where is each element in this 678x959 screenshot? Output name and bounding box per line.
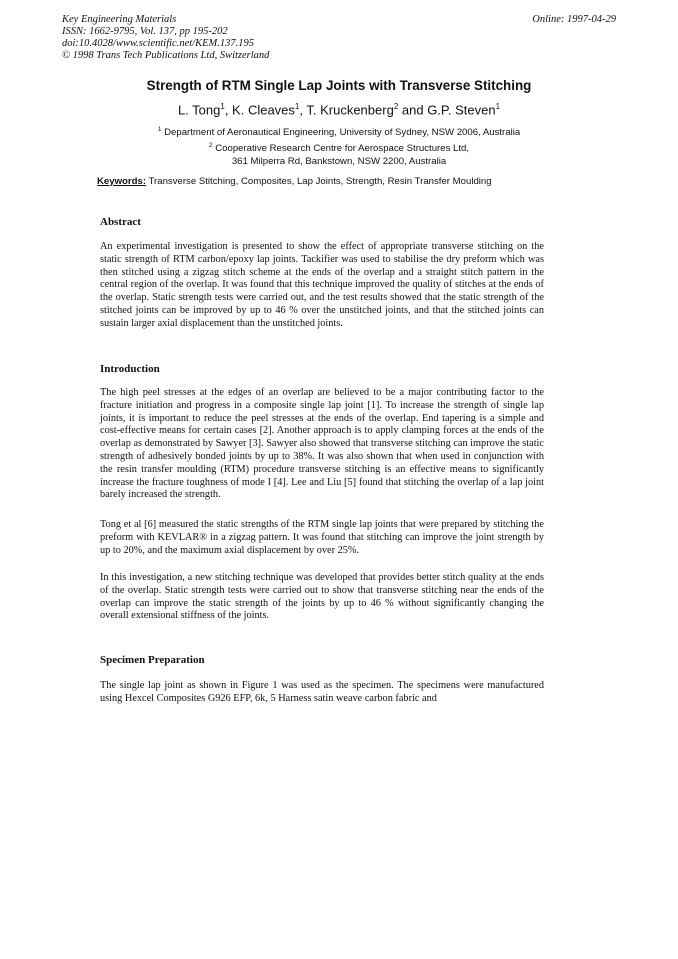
- affiliation-mark: 2: [208, 142, 213, 149]
- keywords-label: Keywords:: [97, 176, 147, 187]
- doi-line: doi:10.4028/www.scientific.net/KEM.137.195: [62, 38, 254, 49]
- copyright-line: © 1998 Trans Tech Publications Ltd, Switzerland: [62, 50, 270, 61]
- introduction-paragraph-3: In this investigation, a new stitching technique was developed that provides better stitch quality at the ends of the overlap. Static strength tests were carried out to show that transverse stitching near the ends of the overlap can improve the static strength of the joints by up to 46 % without significantly changing the overall extensional stiffness of the joints.: [100, 572, 544, 622]
- abstract-text: An experimental investigation is presented to show the effect of appropriate transverse stitching on the static strength of RTM carbon/epoxy lap joints. Tackifier was used to stabilise the dry preform which was then stitched using a zigzag stitch scheme at the ends of the overlap and a straight stitch pattern in the central region of the overlap. It was found that this technique improved the quality of stitches at the ends of the overlap. Static strength tests were carried out, and the test results showed that the static strength of the stitched joints can be improved by up to 46 % over the unstitched joints, and that the stitched joints can sustain larger axial displacement than the unstitched joints.: [100, 241, 544, 329]
- introduction-paragraph-1: The high peel stresses at the edges of an overlap are believed to be a major contributing factor to the fracture initiation and progress in a composite single lap joint [1]. To increase the strength of single lap joints, it is important to reduce the peel stresses at the ends of the overlap. End tapering is a simple and cost-effective means for certain cases [2]. Another approach is to apply clamping forces at the ends of the overlap as demonstrated by Sawyer [3]. Sawyer also showed that transverse stitching can improve the static strength of adhesively bonded joints by up to 38%. It was also shown that when used in conjunction with the resin transfer moulding (RTM) procedure transverse stitching is an effective means to significantly increase the fracture toughness of mode I [4]. Lee and Liu [5] found that stitching the overlap of a lap joint barely increased the strength.: [100, 387, 544, 501]
- specimen-paragraph-1: The single lap joint as shown in Figure 1 was used as the specimen. The specimens were manufactured using Hexcel Composites G926 EFP, 6k, 5 Harness satin weave carbon fabric and: [100, 680, 544, 704]
- author-affiliation-mark: 1: [220, 102, 225, 111]
- introduction-paragraph-2: Tong et al [6] measured the static strengths of the RTM single lap joints that were prepared by stitching the preform with KEVLAR® in a zigzag pattern. It was found that stitching can improve the joint strength by up to 20%, and the maximum axial displacement by over 25%.: [100, 519, 544, 556]
- issn-line: ISSN: 1662-9795, Vol. 137, pp 195-202: [62, 26, 228, 37]
- author-name: L. Tong: [177, 102, 221, 118]
- keywords: [97, 176, 492, 187]
- introduction-heading: Introduction: [100, 363, 160, 375]
- author-name: G.P. Steven: [427, 102, 496, 118]
- author-affiliation-mark: 1: [294, 102, 300, 111]
- affiliation-mark: 1: [157, 126, 162, 133]
- journal-name: Key Engineering Materials: [62, 14, 177, 25]
- author-name: T. Kruckenberg: [306, 102, 394, 118]
- affiliation-address: 361 Milperra Rd, Bankstown, NSW 2200, Australia: [231, 155, 447, 167]
- author-affiliation-mark: 1: [495, 102, 501, 111]
- publication-info: [62, 14, 269, 62]
- paper-title: Strength of RTM Single Lap Joints with Transverse Stitching: [146, 78, 532, 93]
- affiliation-text: Department of Aeronautical Engineering, University of Sydney, NSW 2006, Australia: [164, 127, 521, 139]
- affiliation-text: Cooperative Research Centre for Aerospace Structures Ltd,: [215, 143, 470, 155]
- specimen-heading: Specimen Preparation: [100, 654, 205, 666]
- author-name: K. Cleaves: [232, 102, 295, 118]
- online-date: Online: 1997-04-29: [532, 14, 616, 25]
- author-list: L. Tong$^1$, K. Cleaves$^1$, T. Kruckenberg$^2$ and G.P. Steven$^1$: [177, 102, 501, 118]
- author-affiliation-mark: 2: [393, 102, 399, 111]
- affiliation-1: [0, 124, 678, 140]
- abstract-heading: Abstract: [100, 216, 141, 228]
- keywords-text: Transverse Stitching, Composites, Lap Joints, Strength, Resin Transfer Moulding: [148, 176, 492, 187]
- affiliation-2: [0, 140, 678, 168]
